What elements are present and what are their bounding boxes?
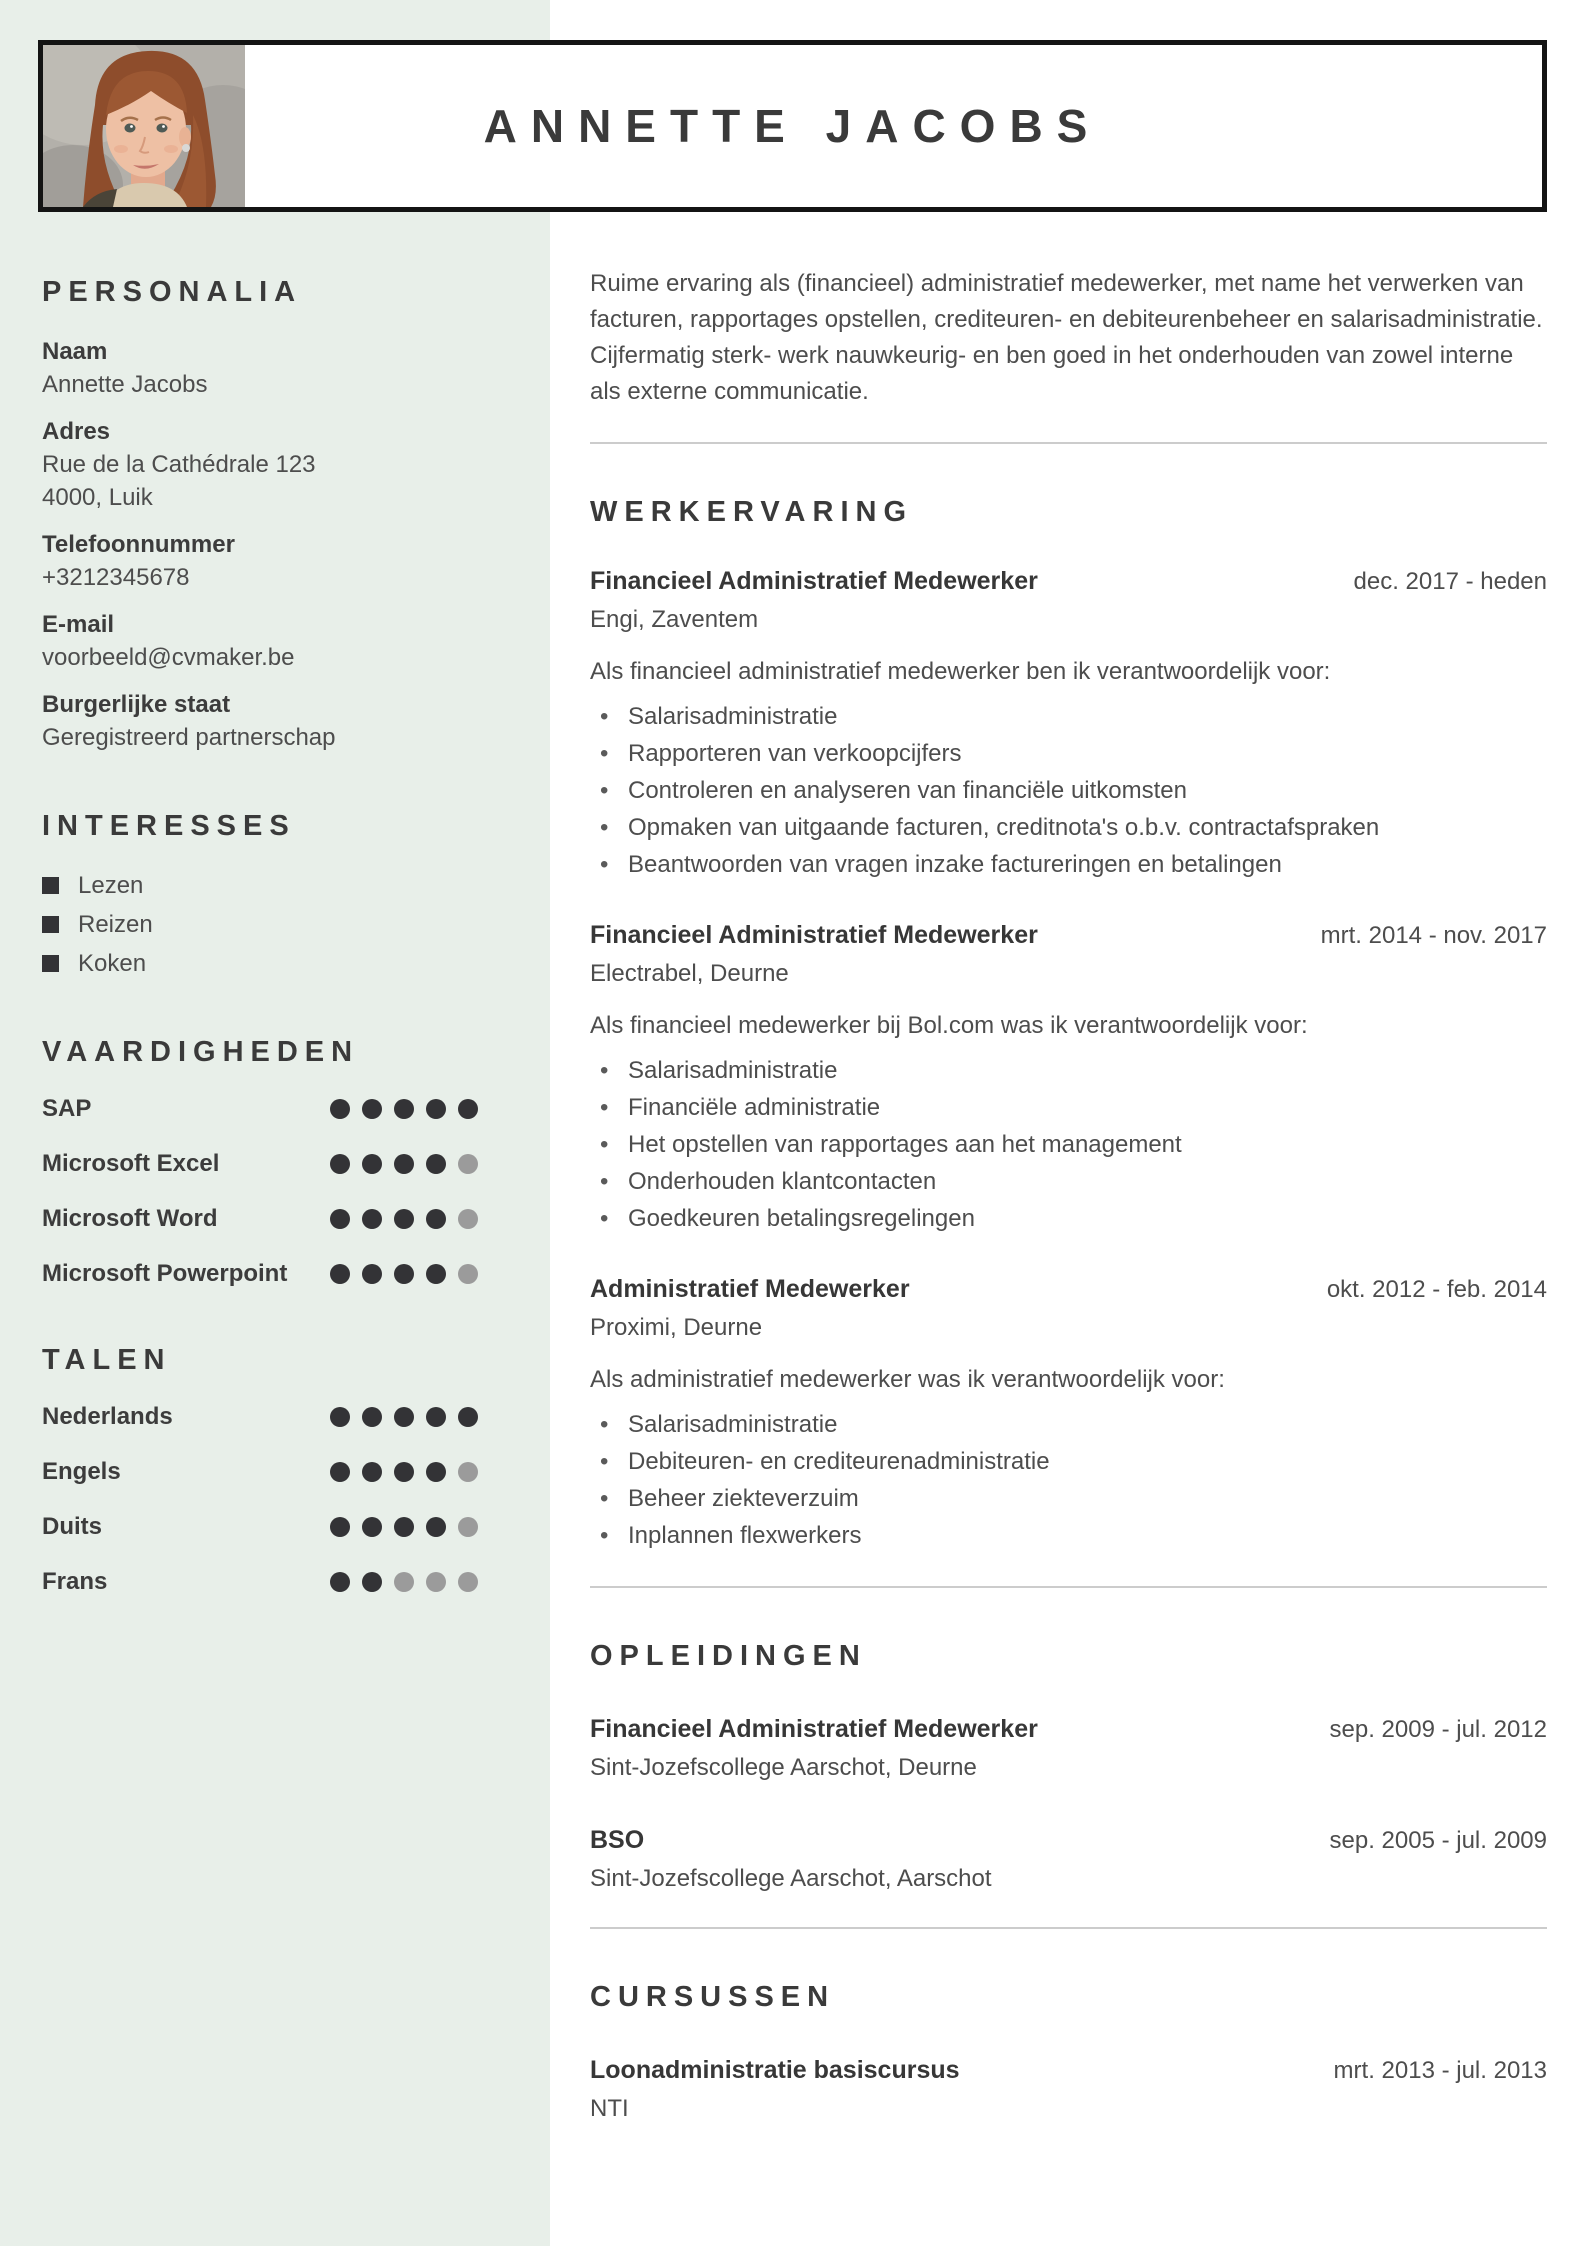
personalia-value: Annette Jacobs <box>42 371 208 398</box>
job-bullet: • Opmaken van uitgaande facturen, creditnota's o.b.v. contractafspraken <box>590 809 1547 846</box>
language-label: Frans <box>42 1568 108 1595</box>
divider <box>590 442 1547 444</box>
job-title: Financieel Administratief Medewerker <box>590 921 1038 949</box>
rating-dot-filled-icon <box>330 1264 350 1284</box>
interest-label: Lezen <box>78 872 144 899</box>
education-entry-header <box>590 1713 1547 1745</box>
education-title: Financieel Administratief Medewerker <box>590 1715 1038 1743</box>
language-rating <box>330 1462 478 1482</box>
job-bullet: • Beantwoorden van vragen inzake factureringen en betalingen <box>590 846 1547 883</box>
education-organization: Sint-Jozefscollege Aarschot, Deurne <box>590 1754 977 1781</box>
job-bullet: • Beheer ziekteverzuim <box>590 1480 1547 1517</box>
talen-section <box>42 1344 478 1596</box>
skill-rating <box>330 1154 478 1174</box>
rating-dot-empty-icon <box>458 1209 478 1229</box>
language-rating <box>330 1572 478 1592</box>
job-bullet: • Salarisadministratie <box>590 1406 1547 1443</box>
education-title: BSO <box>590 1826 645 1854</box>
profile-photo <box>43 45 245 207</box>
education-entry <box>590 1713 1547 1784</box>
personalia-value: voorbeeld@cvmaker.be <box>42 644 295 671</box>
job-bullet: • Het opstellen van rapportages aan het management <box>590 1126 1547 1163</box>
job-entry-header <box>590 565 1547 597</box>
education-entry-header <box>590 1824 1547 1856</box>
opleidingen-entries <box>590 1713 1547 1895</box>
personalia-title: PERSONALIA <box>42 276 303 308</box>
rating-dot-filled-icon <box>394 1462 414 1482</box>
skill-label: Microsoft Excel <box>42 1150 220 1177</box>
rating-dot-filled-icon <box>394 1407 414 1427</box>
rating-dot-empty-icon <box>394 1572 414 1592</box>
vaardigheden-title: VAARDIGHEDEN <box>42 1036 360 1068</box>
square-bullet-icon <box>42 916 59 933</box>
rating-dot-filled-icon <box>362 1572 382 1592</box>
divider <box>590 1927 1547 1929</box>
personalia-item <box>42 528 478 594</box>
rating-dot-filled-icon <box>362 1517 382 1537</box>
interest-item <box>42 869 478 902</box>
rating-dot-filled-icon <box>394 1209 414 1229</box>
rating-dot-empty-icon <box>458 1572 478 1592</box>
interest-item <box>42 947 478 980</box>
personalia-label: Naam <box>42 338 108 365</box>
personalia-value: Geregistreerd partnerschap <box>42 724 336 751</box>
rating-dot-filled-icon <box>458 1407 478 1427</box>
job-company: Electrabel, Deurne <box>590 960 789 987</box>
main-column <box>590 0 1547 2125</box>
language-row <box>42 1458 478 1486</box>
course-entry-header <box>590 2054 1547 2086</box>
job-bullet: • Financiële administratie <box>590 1089 1547 1126</box>
skill-items <box>42 1095 478 1288</box>
interest-label: Koken <box>78 950 147 977</box>
language-label: Nederlands <box>42 1403 173 1430</box>
job-entry <box>590 1273 1547 1554</box>
rating-dot-filled-icon <box>426 1462 446 1482</box>
rating-dot-empty-icon <box>458 1462 478 1482</box>
job-title: Financieel Administratief Medewerker <box>590 567 1038 595</box>
course-title: Loonadministratie basiscursus <box>590 2056 960 2084</box>
rating-dot-empty-icon <box>458 1154 478 1174</box>
job-intro: Als administratief medewerker was ik verantwoordelijk voor: <box>590 1366 1225 1393</box>
personalia-section <box>42 276 478 754</box>
square-bullet-icon <box>42 877 59 894</box>
job-bullet-list <box>590 1406 1547 1554</box>
werkervaring-entries <box>590 565 1547 1554</box>
personalia-label: Telefoonnummer <box>42 531 235 558</box>
interesses-title: INTERESSES <box>42 810 296 842</box>
job-bullet: • Goedkeuren betalingsregelingen <box>590 1200 1547 1237</box>
job-intro: Als financieel medewerker bij Bol.com was ik verantwoordelijk voor: <box>590 1012 1308 1039</box>
job-period: mrt. 2014 - nov. 2017 <box>1320 922 1547 949</box>
rating-dot-filled-icon <box>330 1209 350 1229</box>
rating-dot-empty-icon <box>458 1517 478 1537</box>
rating-dot-filled-icon <box>330 1099 350 1119</box>
rating-dot-filled-icon <box>394 1264 414 1284</box>
job-period: okt. 2012 - feb. 2014 <box>1326 1276 1547 1303</box>
rating-dot-empty-icon <box>426 1572 446 1592</box>
job-intro: Als financieel administratief medewerker ben ik verantwoordelijk voor: <box>590 658 1331 685</box>
rating-dot-filled-icon <box>330 1462 350 1482</box>
job-entry <box>590 919 1547 1237</box>
language-row <box>42 1513 478 1541</box>
job-title: Administratief Medewerker <box>590 1275 910 1303</box>
job-bullet: • Inplannen flexwerkers <box>590 1517 1547 1554</box>
course-organization: NTI <box>590 2095 629 2122</box>
interest-label: Reizen <box>78 911 153 938</box>
job-entry-header <box>590 1273 1547 1305</box>
course-entry <box>590 2054 1547 2125</box>
job-company: Engi, Zaventem <box>590 606 759 633</box>
cursussen-title: CURSUSSEN <box>590 1981 836 2013</box>
personalia-item <box>42 335 478 401</box>
square-bullet-icon <box>42 955 59 972</box>
rating-dot-filled-icon <box>362 1154 382 1174</box>
portrait-illustration <box>43 45 245 207</box>
interest-item <box>42 908 478 941</box>
language-row <box>42 1568 478 1596</box>
skill-label: Microsoft Powerpoint <box>42 1260 288 1287</box>
rating-dot-filled-icon <box>426 1099 446 1119</box>
language-label: Duits <box>42 1513 102 1540</box>
rating-dot-filled-icon <box>426 1407 446 1427</box>
skill-row <box>42 1150 478 1178</box>
interest-items <box>42 869 478 980</box>
language-items <box>42 1403 478 1596</box>
job-entry <box>590 565 1547 883</box>
job-bullet: • Salarisadministratie <box>590 698 1547 735</box>
personalia-value: +3212345678 <box>42 564 190 591</box>
rating-dot-filled-icon <box>362 1407 382 1427</box>
rating-dot-filled-icon <box>330 1154 350 1174</box>
personalia-label: E-mail <box>42 611 115 638</box>
job-entry-header <box>590 919 1547 951</box>
education-entry <box>590 1824 1547 1895</box>
rating-dot-filled-icon <box>426 1209 446 1229</box>
education-period: sep. 2009 - jul. 2012 <box>1329 1716 1547 1743</box>
rating-dot-filled-icon <box>362 1209 382 1229</box>
personalia-label: Adres <box>42 418 111 445</box>
profile-summary: Ruime ervaring als (financieel) administratief medewerker, met name het verwerken van facturen, rapportages opstellen, crediteuren- en debiteurenbeheer en salarisadministratie. Cijfermatig sterk- werk nauwkeurig- en ben goed in het onderhouden van zowel interne als externe communicatie. <box>590 270 1543 405</box>
personalia-item <box>42 608 478 674</box>
rating-dot-filled-icon <box>394 1517 414 1537</box>
job-bullet: • Debiteuren- en crediteurenadministratie <box>590 1443 1547 1480</box>
rating-dot-filled-icon <box>362 1099 382 1119</box>
divider <box>590 1586 1547 1588</box>
personalia-value: Rue de la Cathédrale 123 <box>42 451 316 478</box>
job-period: dec. 2017 - heden <box>1353 568 1547 595</box>
rating-dot-empty-icon <box>458 1264 478 1284</box>
skill-label: SAP <box>42 1095 92 1122</box>
cursussen-entries <box>590 2054 1547 2125</box>
job-bullet: • Salarisadministratie <box>590 1052 1547 1089</box>
language-label: Engels <box>42 1458 121 1485</box>
rating-dot-filled-icon <box>426 1264 446 1284</box>
course-period: mrt. 2013 - jul. 2013 <box>1333 2057 1547 2084</box>
rating-dot-filled-icon <box>426 1517 446 1537</box>
skill-label: Microsoft Word <box>42 1205 218 1232</box>
opleidingen-title: OPLEIDINGEN <box>590 1640 867 1672</box>
skill-rating <box>330 1264 478 1284</box>
rating-dot-filled-icon <box>330 1572 350 1592</box>
werkervaring-title: WERKERVARING <box>590 496 913 528</box>
candidate-name: ANNETTE JACOBS <box>483 100 1102 152</box>
rating-dot-filled-icon <box>458 1099 478 1119</box>
personalia-items <box>42 335 478 754</box>
talen-title: TALEN <box>42 1344 172 1376</box>
skill-rating <box>330 1209 478 1229</box>
job-bullet: • Onderhouden klantcontacten <box>590 1163 1547 1200</box>
language-rating <box>330 1517 478 1537</box>
rating-dot-filled-icon <box>426 1154 446 1174</box>
skill-row <box>42 1205 478 1233</box>
skill-rating <box>330 1099 478 1119</box>
education-organization: Sint-Jozefscollege Aarschot, Aarschot <box>590 1865 992 1892</box>
job-bullet: • Rapporteren van verkoopcijfers <box>590 735 1547 772</box>
sidebar <box>42 276 478 1623</box>
language-row <box>42 1403 478 1431</box>
education-period: sep. 2005 - jul. 2009 <box>1329 1827 1547 1854</box>
personalia-item <box>42 415 478 514</box>
job-bullet: • Controleren en analyseren van financiële uitkomsten <box>590 772 1547 809</box>
personalia-item <box>42 688 478 754</box>
rating-dot-filled-icon <box>362 1462 382 1482</box>
rating-dot-filled-icon <box>394 1099 414 1119</box>
skill-row <box>42 1095 478 1123</box>
skill-row <box>42 1260 478 1288</box>
rating-dot-filled-icon <box>330 1517 350 1537</box>
interesses-section <box>42 810 478 980</box>
rating-dot-filled-icon <box>330 1407 350 1427</box>
vaardigheden-section <box>42 1036 478 1288</box>
rating-dot-filled-icon <box>394 1154 414 1174</box>
job-bullet-list <box>590 698 1547 883</box>
job-bullet-list <box>590 1052 1547 1237</box>
personalia-label: Burgerlijke staat <box>42 691 231 718</box>
personalia-value: 4000, Luik <box>42 484 153 511</box>
job-company: Proximi, Deurne <box>590 1314 763 1341</box>
rating-dot-filled-icon <box>362 1264 382 1284</box>
language-rating <box>330 1407 478 1427</box>
